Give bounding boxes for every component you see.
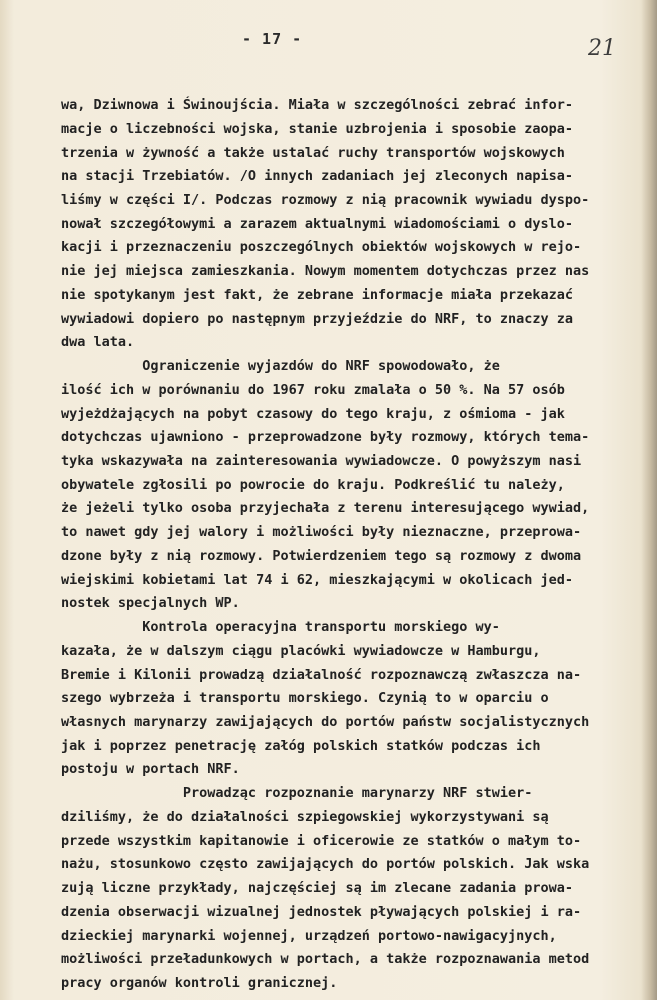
text-line: tyka wskazywała na zainteresowania wywiadowcze. O powyższym nasi — [61, 452, 582, 469]
page-edge-shadow — [641, 0, 657, 1000]
text-line: dzone były z nią rozmowy. Potwierdzeniem tego są rozmowy z dwoma — [61, 547, 582, 564]
text-line: szego wybrzeża i transportu morskiego. Czynią to w oparciu o — [61, 690, 549, 707]
text-line: wiejskimi kobietami lat 74 i 62, mieszkającymi w okolicach jed- — [61, 571, 574, 588]
text-line: ilość ich w porównaniu do 1967 roku zmalała o 50 %. Na 57 osób — [61, 381, 565, 398]
text-line: zują liczne przykłady, najczęściej są im zlecane zadania prowa- — [61, 880, 574, 897]
handwritten-archive-number: 21 — [588, 36, 616, 61]
text-line: nażu, stosunkowo często zawijających do portów polskich. Jak wska — [61, 856, 590, 873]
text-line: dzieckiej marynarki wojennej, urządzeń portowo-nawigacyjnych, — [61, 927, 557, 944]
text-line: wyjeżdżających na pobyt czasowy do tego kraju, z ośmioma - jak — [61, 405, 565, 422]
text-line-last: pracy organów kontroli granicznej. — [61, 975, 338, 991]
text-line: dwa lata. — [61, 334, 135, 351]
text-line: Bremie i Kilonii prowadzą działalność rozpoznawczą zwłaszcza na- — [61, 666, 582, 683]
text-line: dziliśmy, że do działalności szpiegowskiej wykorzystywani są — [61, 808, 549, 825]
text-line: liśmy w części I/. Podczas rozmowy z nią pracownik wywiadu dyspo- — [61, 191, 590, 208]
paragraph-start: Prowadząc rozpoznanie marynarzy NRF stwier- — [61, 785, 533, 802]
text-line: to nawet gdy jej walory i możliwości były nieznaczne, przeprowa- — [61, 524, 582, 541]
text-line: postoju w portach NRF. — [61, 761, 240, 778]
text-line: kacji i przeznaczeniu poszczególnych obiektów wojskowych w rejo- — [61, 239, 582, 256]
text-line: nie jej miejsca zamieszkania. Nowym momentem dotychczas przez nas — [61, 263, 590, 280]
text-line: dzenia obserwacji wizualnej jednostek pływających polskiej i ra- — [61, 903, 582, 920]
text-line: dotychczas ujawniono - przeprowadzone były rozmowy, których tema- — [61, 429, 590, 446]
text-line: przede wszystkim kapitanowie i oficerowie ze statków o małym to- — [61, 832, 582, 849]
text-line: wa, Dziwnowa i Świnoujścia. Miała w szczególności zebrać infor- — [61, 97, 574, 113]
text-line: nie spotykanym jest fakt, że zebrane informacje miała przekazać — [61, 286, 574, 303]
text-line: kazała, że w dalszym ciągu placówki wywiadowcze w Hamburgu, — [61, 642, 541, 659]
text-line: nował szczegółowymi a zarazem aktualnymi wiadomościami o dyslo- — [61, 215, 574, 232]
page-number: - 17 - — [242, 30, 303, 48]
text-line: na stacji Trzebiatów. /O innych zadaniach jej zleconych napisa- — [61, 168, 574, 185]
text-line: macje o liczebności wojska, stanie uzbrojenia i sposobie zaopa- — [61, 120, 574, 137]
text-line: trzenia w żywność a także ustalać ruchy transportów wojskowych — [61, 144, 565, 161]
text-line: że jeżeli tylko osoba przyjechała z terenu interesującego wywiad, — [61, 500, 590, 517]
text-line: własnych marynarzy zawijających do portów państw socjalistycznych — [61, 714, 590, 730]
text-line: jak i poprzez penetrację załóg polskich statków podczas ich — [61, 737, 541, 754]
paragraph-start: Ograniczenie wyjazdów do NRF spowodowało, że — [61, 358, 500, 374]
text-line: nostek specjalnych WP. — [61, 595, 240, 612]
text-line: obywatele zgłosili po powrocie do kraju. Podkreślić tu należy, — [61, 476, 565, 493]
text-line: możliwości przeładunkowych w portach, a także rozpoznawania metod — [61, 951, 590, 968]
paragraph-start: Kontrola operacyjna transportu morskiego wy- — [61, 619, 500, 636]
text-line: wywiadowi dopiero po następnym przyjeździe do NRF, to znaczy za — [61, 310, 574, 327]
